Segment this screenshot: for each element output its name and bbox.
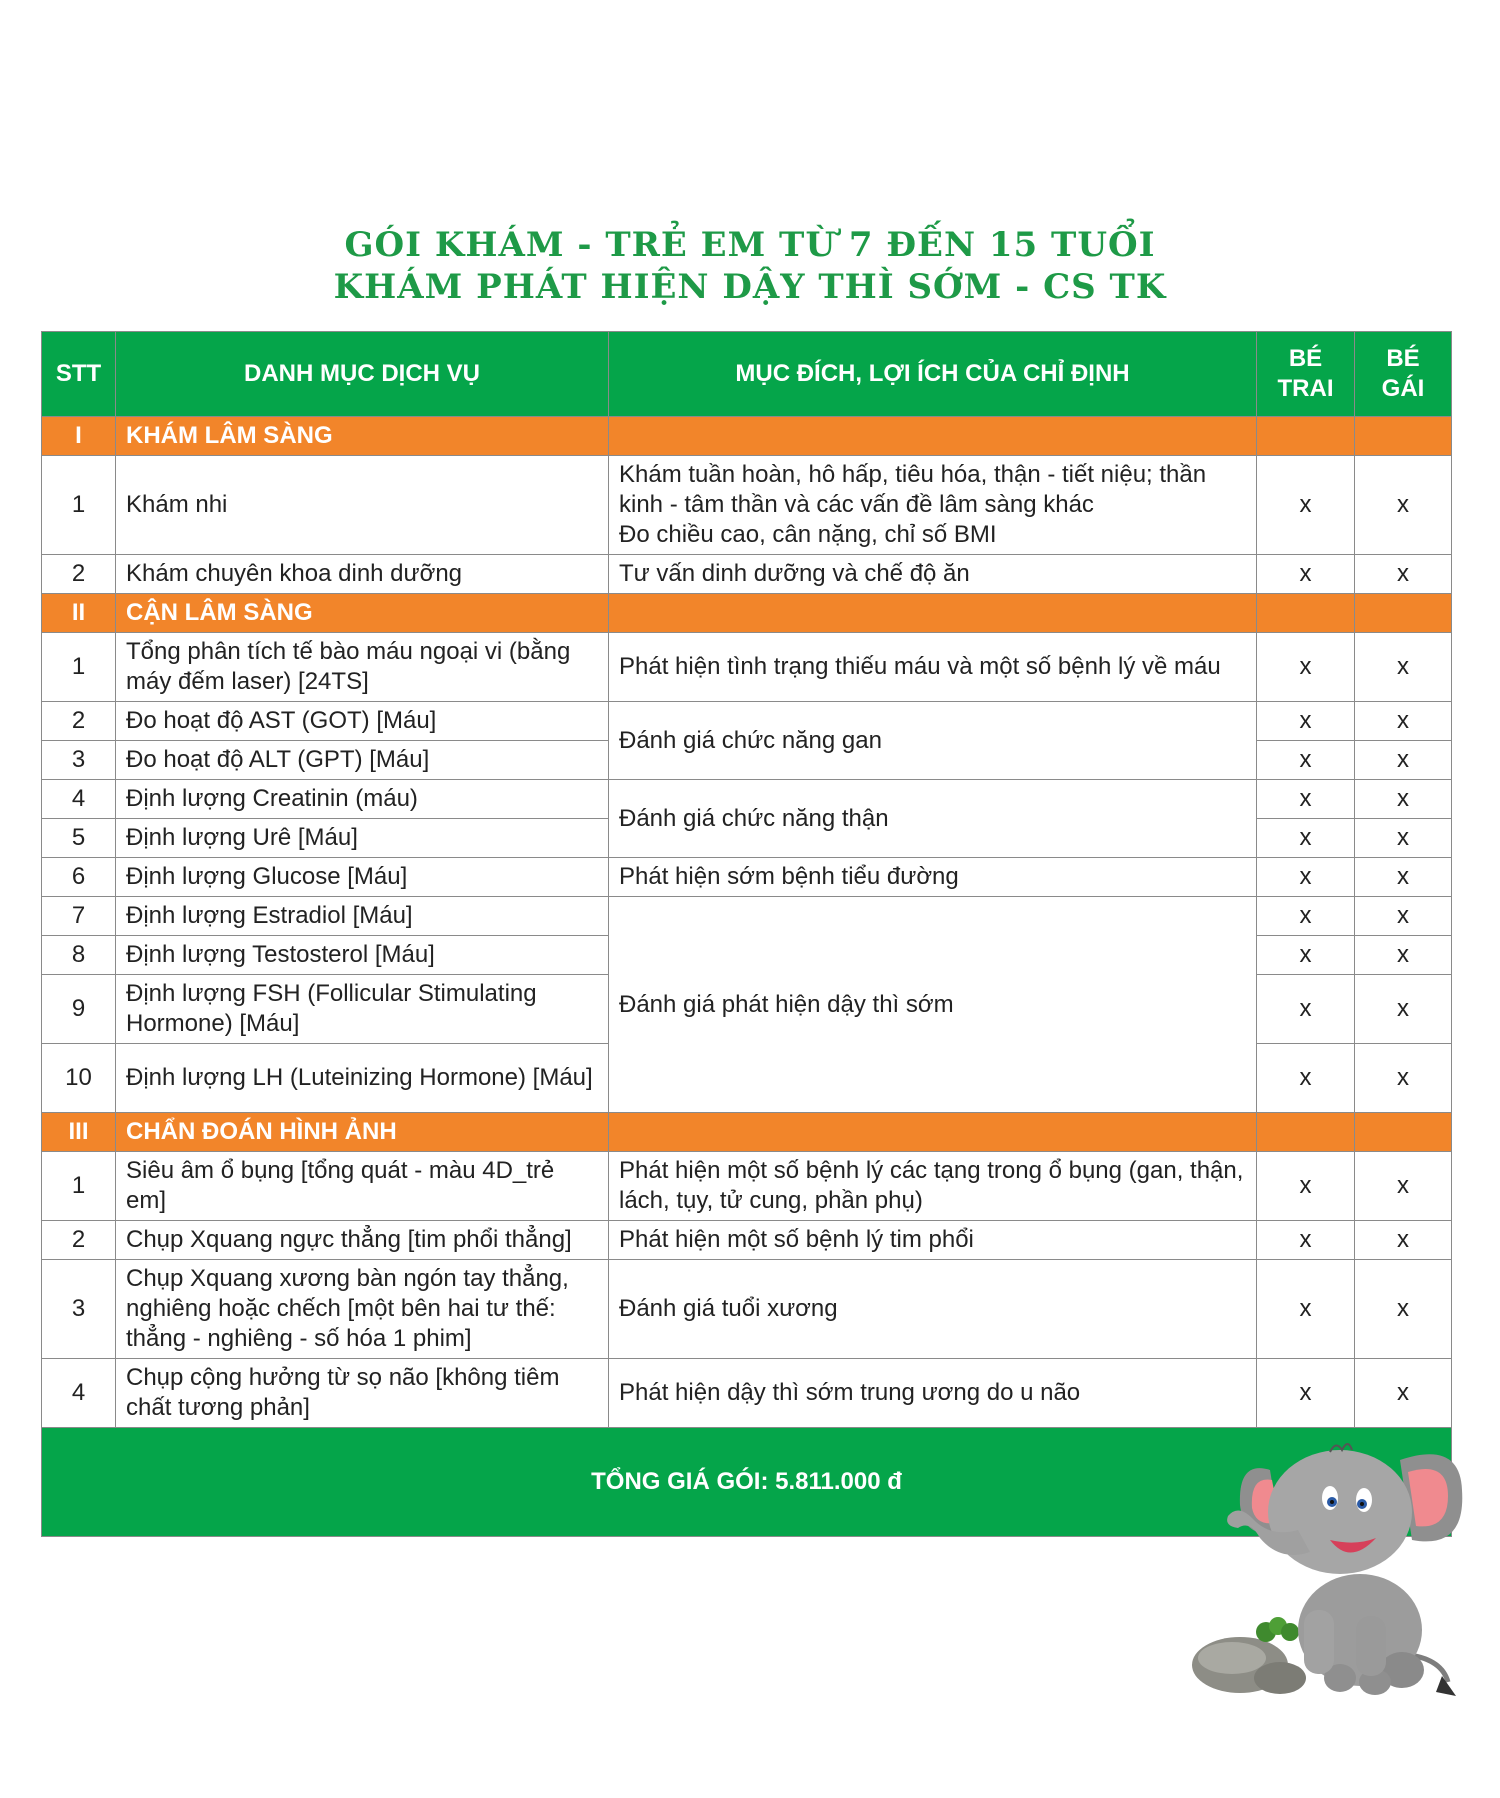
row-service: Chụp Xquang xương bàn ngón tay thẳng, nghiêng hoặc chếch [một bên hai tư thế: thẳng - nghiêng - số hóa 1 phim] xyxy=(116,1260,609,1359)
row-boy-mark: x xyxy=(1257,1260,1355,1359)
row-purpose: Phát hiện dậy thì sớm trung ương do u não xyxy=(609,1359,1257,1428)
table-row xyxy=(42,555,1452,594)
section-row xyxy=(42,594,1452,633)
row-service: Định lượng Testosterol [Máu] xyxy=(116,936,609,975)
row-purpose: Tư vấn dinh dưỡng và chế độ ăn xyxy=(609,555,1257,594)
table-row xyxy=(42,897,1452,936)
row-purpose: Đánh giá phát hiện dậy thì sớm xyxy=(609,897,1257,1113)
row-stt: 10 xyxy=(42,1044,116,1113)
row-stt: 4 xyxy=(42,780,116,819)
row-stt: 1 xyxy=(42,1152,116,1221)
row-girl-mark: x xyxy=(1355,1260,1452,1359)
row-boy-mark: x xyxy=(1257,819,1355,858)
row-purpose: Đánh giá chức năng thận xyxy=(609,780,1257,858)
row-service: Đo hoạt độ AST (GOT) [Máu] xyxy=(116,702,609,741)
row-boy-mark: x xyxy=(1257,1221,1355,1260)
row-stt: 6 xyxy=(42,858,116,897)
row-purpose: Khám tuần hoàn, hô hấp, tiêu hóa, thận - tiết niệu; thần kinh - tâm thần và các vấn đề lâm sàng khác Đo chiều cao, cân nặng, chỉ số BMI xyxy=(609,456,1257,555)
row-service: Siêu âm ổ bụng [tổng quát - màu 4D_trẻ em] xyxy=(116,1152,609,1221)
row-boy-mark: x xyxy=(1257,1044,1355,1113)
section-title: CẬN LÂM SÀNG xyxy=(116,594,609,633)
row-service: Định lượng Creatinin (máu) xyxy=(116,780,609,819)
row-purpose: Phát hiện tình trạng thiếu máu và một số bệnh lý về máu xyxy=(609,633,1257,702)
row-stt: 2 xyxy=(42,555,116,594)
row-stt: 8 xyxy=(42,936,116,975)
row-girl-mark: x xyxy=(1355,741,1452,780)
row-service: Chụp Xquang ngực thẳng [tim phổi thẳng] xyxy=(116,1221,609,1260)
row-boy-mark: x xyxy=(1257,633,1355,702)
table-row xyxy=(42,456,1452,555)
header-girl: BÉ GÁI xyxy=(1355,332,1452,417)
row-stt: 3 xyxy=(42,1260,116,1359)
row-service: Đo hoạt độ ALT (GPT) [Máu] xyxy=(116,741,609,780)
title-line-1: GÓI KHÁM - TRẺ EM TỪ 7 ĐẾN 15 TUỔI xyxy=(344,225,1156,265)
table-row xyxy=(42,1152,1452,1221)
row-service: Định lượng LH (Luteinizing Hormone) [Máu] xyxy=(116,1044,609,1113)
row-purpose: Phát hiện sớm bệnh tiểu đường xyxy=(609,858,1257,897)
row-service: Khám nhi xyxy=(116,456,609,555)
row-girl-mark: x xyxy=(1355,555,1452,594)
section-row xyxy=(42,417,1452,456)
row-purpose: Phát hiện một số bệnh lý các tạng trong ổ bụng (gan, thận, lách, tụy, tử cung, phần phụ) xyxy=(609,1152,1257,1221)
row-girl-mark: x xyxy=(1355,1044,1452,1113)
section-row xyxy=(42,1113,1452,1152)
row-service: Tổng phân tích tế bào máu ngoại vi (bằng máy đếm laser) [24TS] xyxy=(116,633,609,702)
header-boy: BÉ TRAI xyxy=(1257,332,1355,417)
row-girl-mark: x xyxy=(1355,1359,1452,1428)
row-purpose: Đánh giá chức năng gan xyxy=(609,702,1257,780)
row-stt: 2 xyxy=(42,702,116,741)
row-girl-mark: x xyxy=(1355,702,1452,741)
row-boy-mark: x xyxy=(1257,1152,1355,1221)
row-girl-mark: x xyxy=(1355,975,1452,1044)
row-stt: 5 xyxy=(42,819,116,858)
row-girl-mark: x xyxy=(1355,897,1452,936)
row-boy-mark: x xyxy=(1257,936,1355,975)
row-service: Định lượng FSH (Follicular Stimulating Hormone) [Máu] xyxy=(116,975,609,1044)
row-boy-mark: x xyxy=(1257,975,1355,1044)
table-row xyxy=(42,633,1452,702)
row-girl-mark: x xyxy=(1355,633,1452,702)
row-boy-mark: x xyxy=(1257,702,1355,741)
header-stt: STT xyxy=(42,332,116,417)
row-boy-mark: x xyxy=(1257,780,1355,819)
row-stt: 1 xyxy=(42,456,116,555)
section-num: II xyxy=(42,594,116,633)
row-service: Định lượng Estradiol [Máu] xyxy=(116,897,609,936)
row-stt: 7 xyxy=(42,897,116,936)
row-stt: 4 xyxy=(42,1359,116,1428)
row-girl-mark: x xyxy=(1355,1152,1452,1221)
section-title: KHÁM LÂM SÀNG xyxy=(116,417,609,456)
row-service: Khám chuyên khoa dinh dưỡng xyxy=(116,555,609,594)
row-girl-mark: x xyxy=(1355,858,1452,897)
row-girl-mark: x xyxy=(1355,1221,1452,1260)
table-row xyxy=(42,780,1452,819)
row-boy-mark: x xyxy=(1257,858,1355,897)
row-girl-mark: x xyxy=(1355,819,1452,858)
service-table xyxy=(41,331,1452,1537)
row-service: Định lượng Glucose [Máu] xyxy=(116,858,609,897)
header-service: DANH MỤC DỊCH VỤ xyxy=(116,332,609,417)
row-boy-mark: x xyxy=(1257,1359,1355,1428)
table-row xyxy=(42,1260,1452,1359)
elephant-illustration xyxy=(1180,1420,1470,1710)
row-stt: 2 xyxy=(42,1221,116,1260)
header-purpose: MỤC ĐÍCH, LỢI ÍCH CỦA CHỈ ĐỊNH xyxy=(609,332,1257,417)
section-num: I xyxy=(42,417,116,456)
total-price: TỔNG GIÁ GÓI: 5.811.000 đ xyxy=(42,1428,1452,1537)
table-row xyxy=(42,1221,1452,1260)
row-boy-mark: x xyxy=(1257,555,1355,594)
row-stt: 1 xyxy=(42,633,116,702)
row-girl-mark: x xyxy=(1355,456,1452,555)
row-girl-mark: x xyxy=(1355,936,1452,975)
row-purpose: Phát hiện một số bệnh lý tim phổi xyxy=(609,1221,1257,1260)
row-purpose: Đánh giá tuổi xương xyxy=(609,1260,1257,1359)
table-header xyxy=(42,332,1452,417)
row-service: Chụp cộng hưởng từ sọ não [không tiêm chất tương phản] xyxy=(116,1359,609,1428)
row-stt: 9 xyxy=(42,975,116,1044)
row-stt: 3 xyxy=(42,741,116,780)
table-row xyxy=(42,1359,1452,1428)
row-service: Định lượng Urê [Máu] xyxy=(116,819,609,858)
section-title: CHẨN ĐOÁN HÌNH ẢNH xyxy=(116,1113,609,1152)
row-boy-mark: x xyxy=(1257,741,1355,780)
table-row xyxy=(42,702,1452,741)
table-row xyxy=(42,858,1452,897)
row-boy-mark: x xyxy=(1257,897,1355,936)
row-boy-mark: x xyxy=(1257,456,1355,555)
title-line-2: KHÁM PHÁT HIỆN DẬY THÌ SỚM - CS TK xyxy=(333,267,1167,307)
section-num: III xyxy=(42,1113,116,1152)
row-girl-mark: x xyxy=(1355,780,1452,819)
